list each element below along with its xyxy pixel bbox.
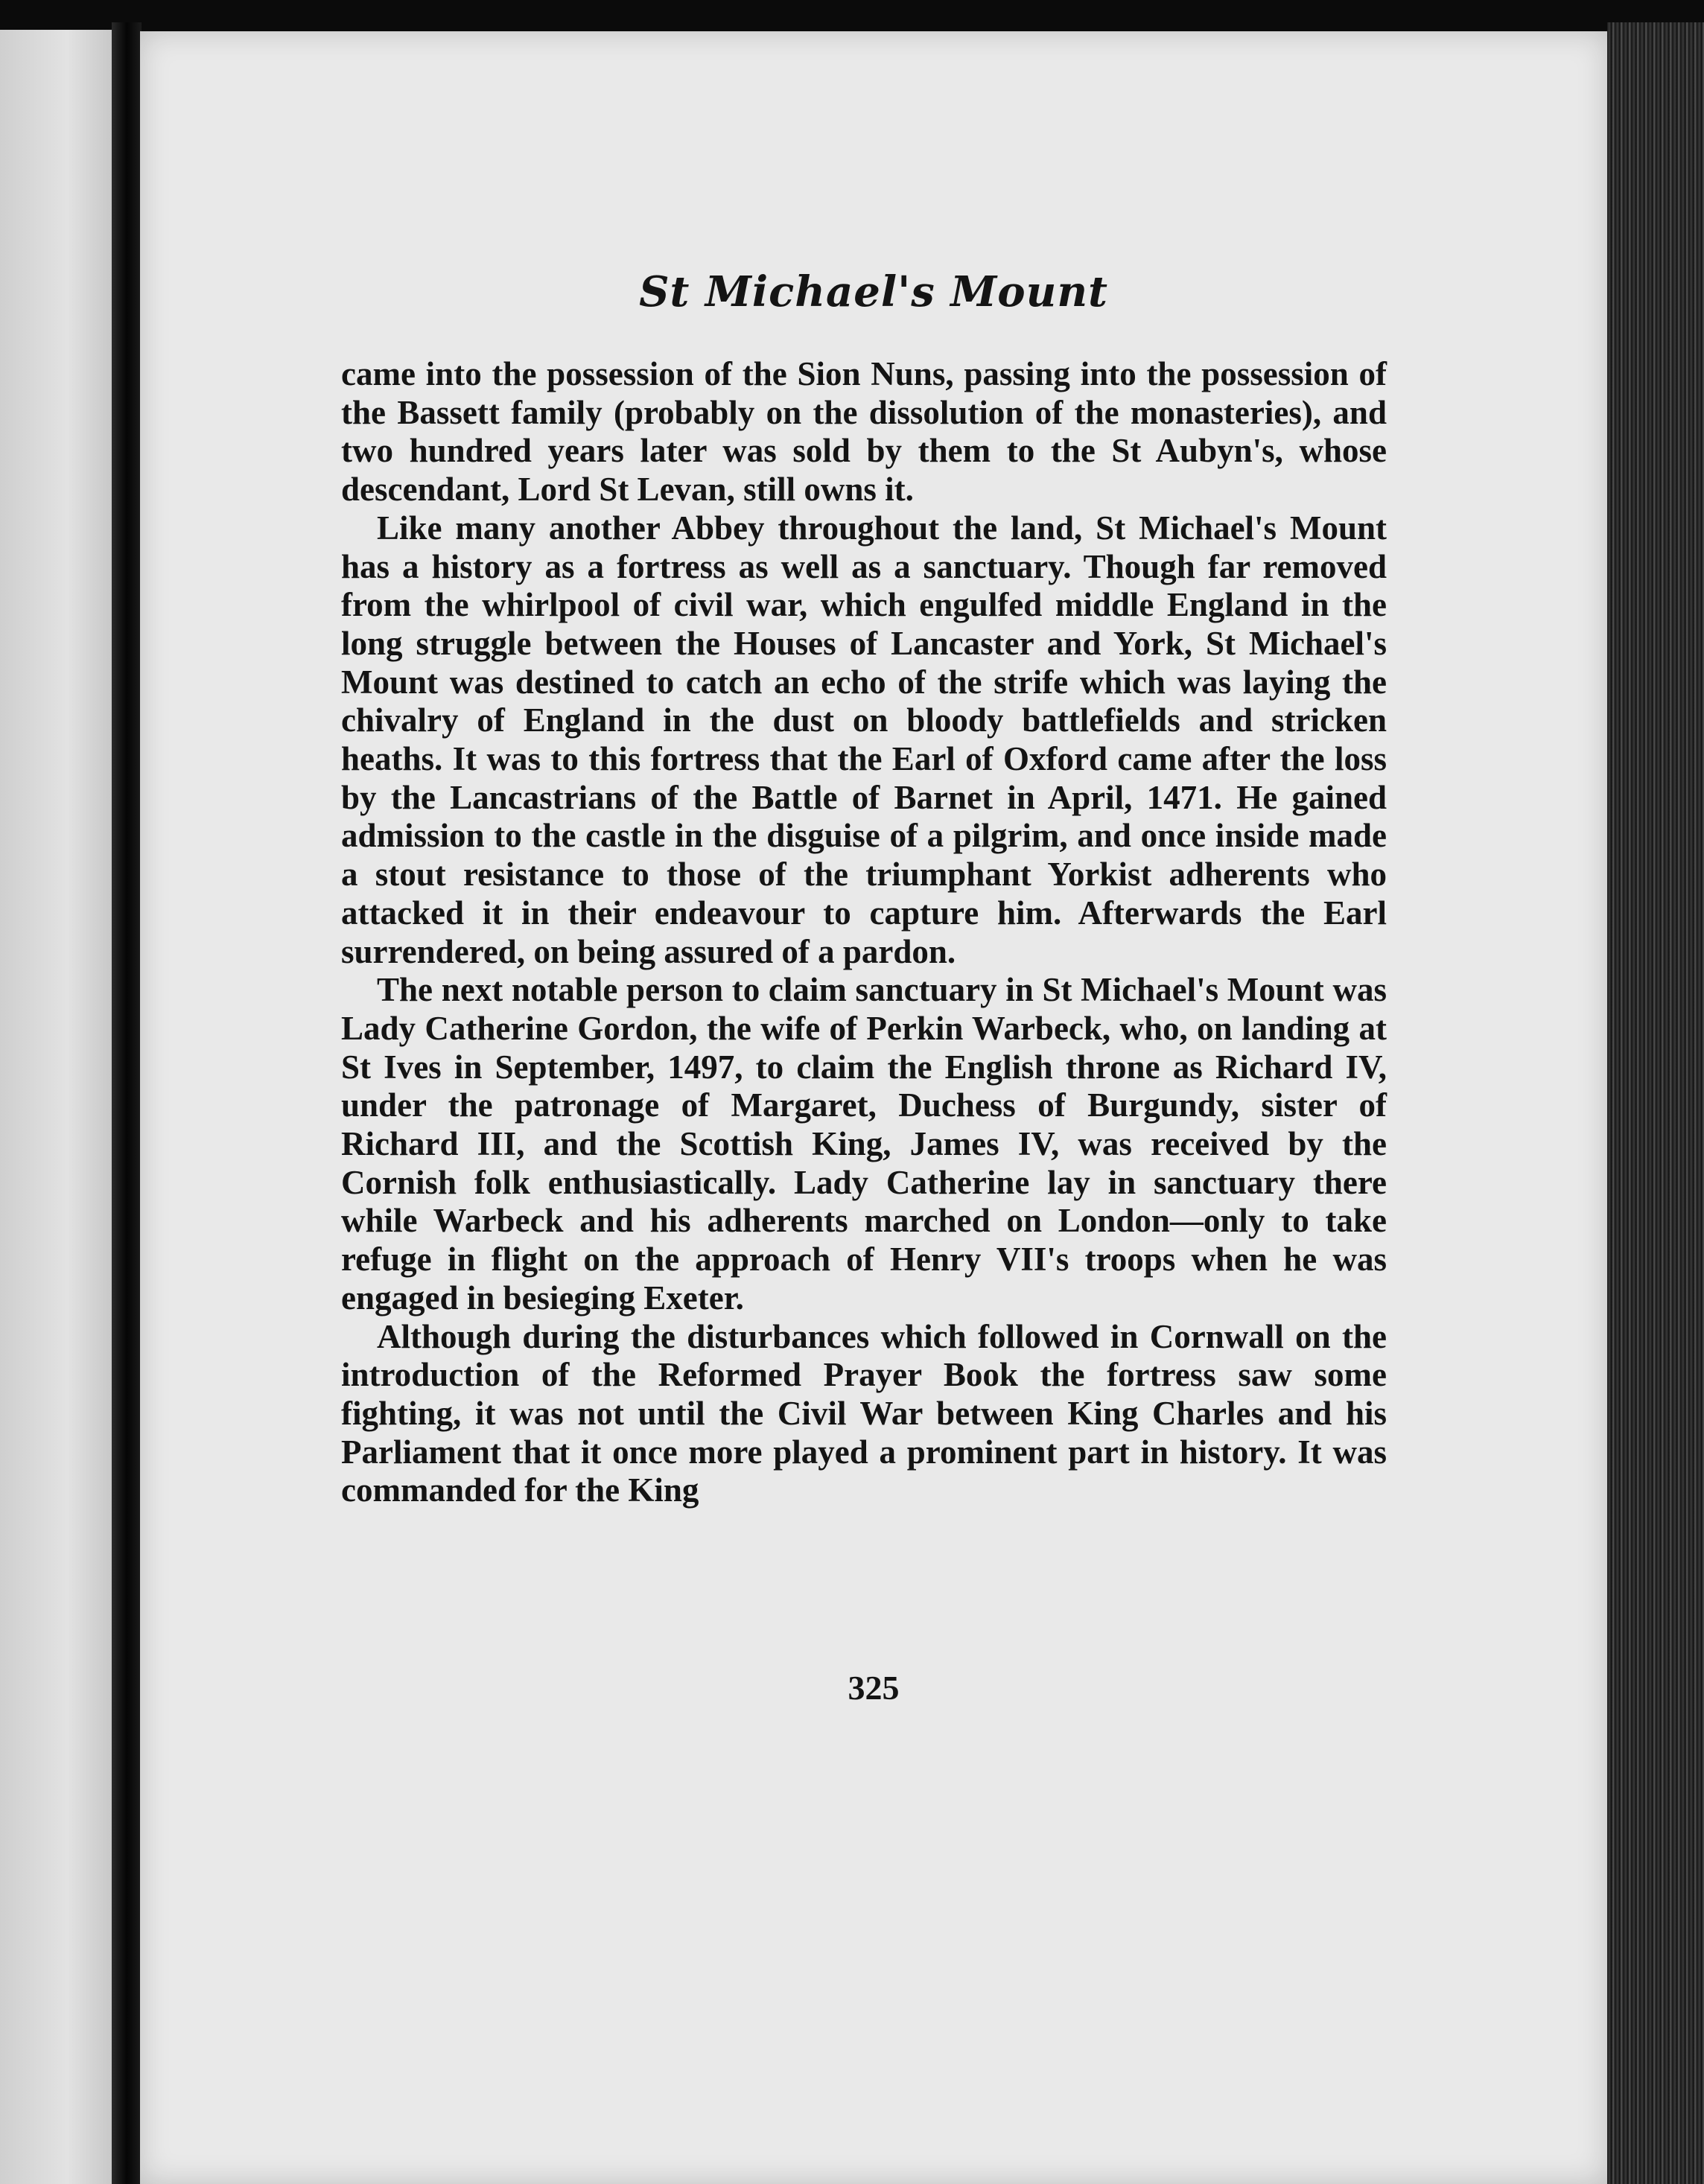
facing-page-edge: [0, 30, 112, 2184]
paragraph-continued: came into the possession of the Sion Nuns, passing into the possession of the Bassett family (probably on the dissolution of the monasteries), and two hundred years later was sold by them to the St Aubyn's, whose descendant, Lord St Levan, still owns it.: [341, 355, 1387, 509]
running-head: St Michael's Mount: [639, 267, 1108, 316]
paragraph-civil-war: Although during the disturbances which followed in Cornwall on the introduction of the Reformed Prayer Book the fortress saw some fighting, it was not until the Civil War between King Charles and his Parliament that it once more played a prominent part in history. It was commanded for the King: [341, 1317, 1387, 1509]
book-page: [140, 31, 1607, 2184]
body-text: [341, 355, 1387, 1510]
page-number: 325: [848, 1669, 900, 1707]
paragraph-lady-catherine: The next notable person to claim sanctuary in St Michael's Mount was Lady Catherine Gordon, the wife of Perkin Warbeck, who, on landing at St Ives in September, 1497, to claim the English throne as Richard IV, under the patronage of Margaret, Duchess of Burgundy, sister of Richard III, and the Scottish King, James IV, was received by the Cornish folk enthusiastically. Lady Catherine lay in sanctuary there while Warbeck and his adherents marched on London—only to take refuge in flight on the approach of Henry VII's troops when he was engaged in besieging Exeter.: [341, 971, 1387, 1317]
paragraph-fortress: Like many another Abbey throughout the land, St Michael's Mount has a history as a fortress as well as a sanctuary. Though far removed from the whirlpool of civil war, which engulfed middle England in the long struggle between the Houses of Lancaster and York, St Michael's Mount was destined to catch an echo of the strife which was laying the chivalry of England in the dust on bloody battlefields and stricken heaths. It was to this fortress that the Earl of Oxford came after the loss by the Lancastrians of the Battle of Barnet in April, 1471. He gained admission to the castle in the disguise of a pilgrim, and once inside made a stout resistance to those of the triumphant Yorkist adherents who attacked it in their endeavour to capture him. Afterwards the Earl surrendered, on being assured of a pardon.: [341, 509, 1387, 970]
page-block-edge: [1607, 22, 1704, 2184]
book-gutter: [112, 22, 142, 2184]
